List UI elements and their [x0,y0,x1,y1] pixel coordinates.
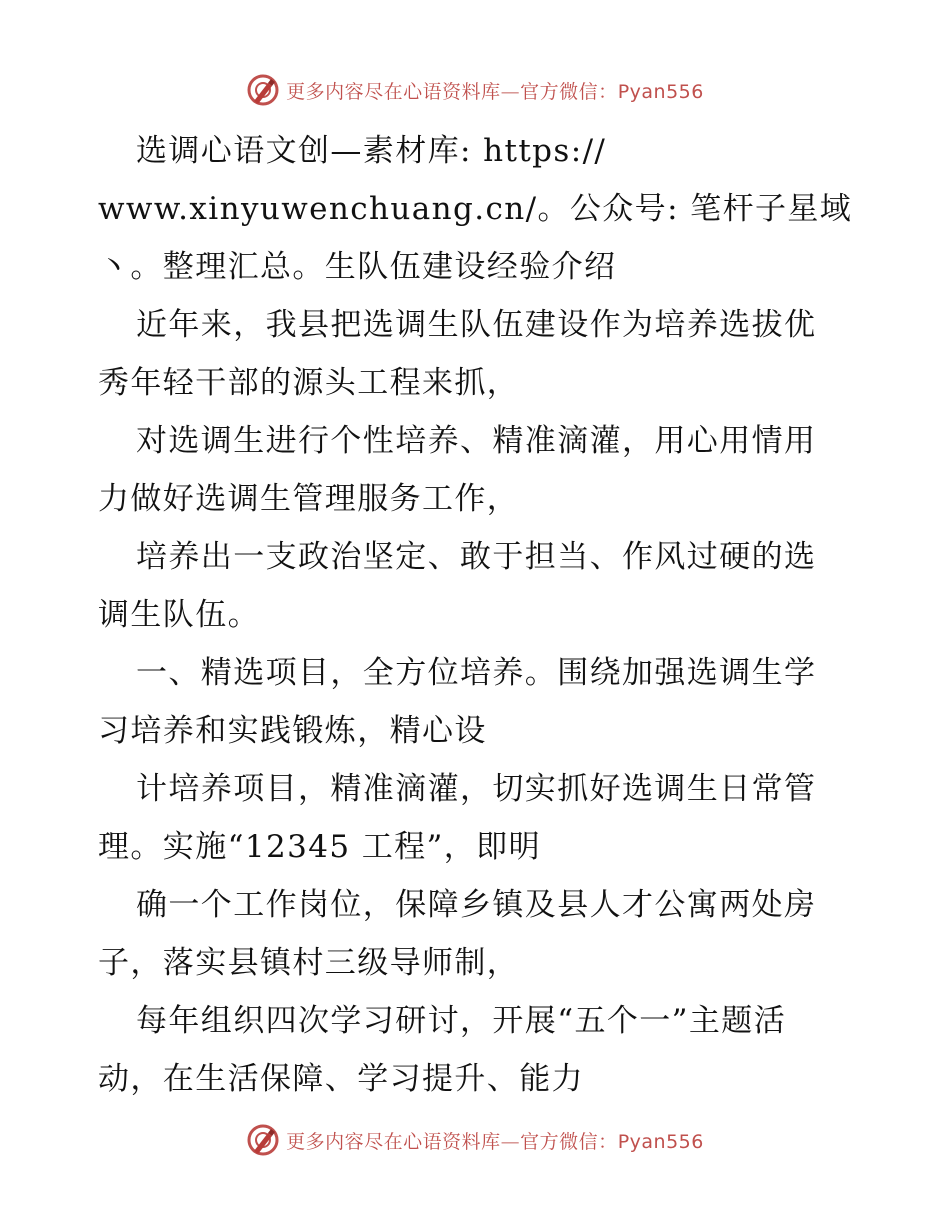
text-line: 调生队伍。 [98,597,260,633]
pen-logo-icon [246,73,280,107]
text-line: 子，落实县镇村三级导师制， [98,945,520,981]
text-line: 选调心语文创—素材库: https:// [136,133,607,169]
header-banner [0,70,950,110]
footer-banner-text: 更多内容尽在心语资料库—官方微信：Pyan556 [286,1130,704,1153]
text-line: 理。实施“12345 工程”，即明 [98,829,541,865]
pen-logo-icon [246,1123,280,1157]
footer-banner [0,1120,950,1160]
header-banner-text: 更多内容尽在心语资料库—官方微信：Pyan556 [286,80,704,103]
text-line: 力做好选调生管理服务工作， [98,481,520,517]
text-line: 一、精选项目，全方位培养。围绕加强选调生学 [136,655,817,691]
text-line: 确一个工作岗位，保障乡镇及县人才公寓两处房 [136,887,817,923]
text-line: 近年来，我县把选调生队伍建设作为培养选拔优 [136,307,817,343]
text-line: 丶。整理汇总。生队伍建设经验介绍 [98,249,617,285]
document-body [98,122,858,1108]
text-line: 习培养和实践锻炼，精心设 [98,713,487,749]
text-line: 对选调生进行个性培养、精准滴灌，用心用情用 [136,423,817,459]
text-line: 每年组织四次学习研讨，开展“五个一”主题活 [136,1003,787,1039]
text-line: 培养出一支政治坚定、敢于担当、作风过硬的选 [136,539,817,575]
text-line: www.xinyuwenchuang.cn/。公众号: 笔杆子星域 [98,191,853,227]
text-line: 计培养项目，精准滴灌，切实抓好选调生日常管 [136,771,817,807]
text-line: 动，在生活保障、学习提升、能力 [98,1061,584,1097]
text-line: 秀年轻干部的源头工程来抓， [98,365,520,401]
